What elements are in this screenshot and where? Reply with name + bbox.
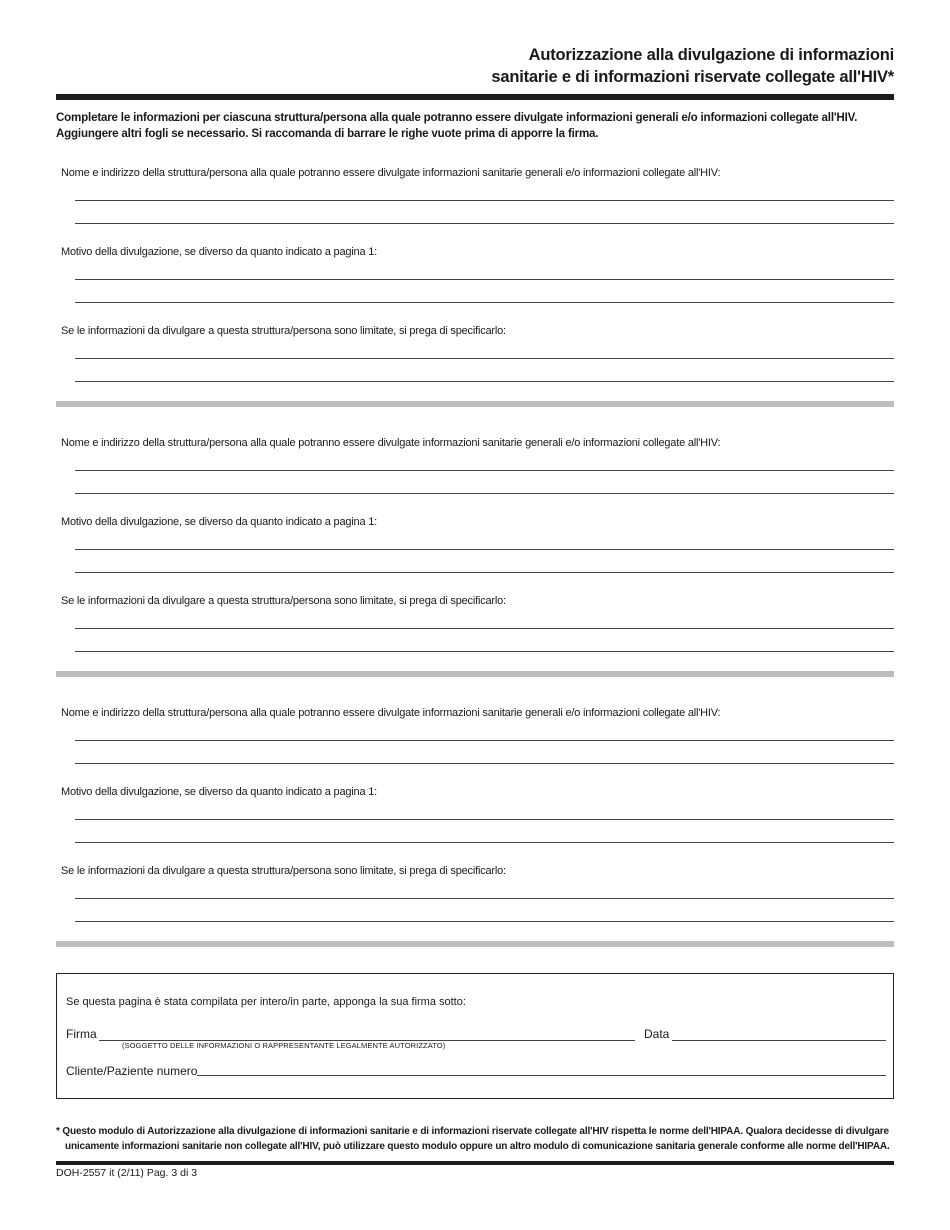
limits-line-1[interactable] xyxy=(75,358,894,359)
signature-box xyxy=(56,973,894,1099)
name-address-line-1[interactable] xyxy=(75,470,894,471)
client-number-label: Cliente/Paziente numero xyxy=(66,1064,198,1078)
reason-line-1[interactable] xyxy=(75,819,894,820)
section-separator xyxy=(56,941,894,947)
recipient-section-3 xyxy=(56,700,894,970)
date-field[interactable] xyxy=(672,1040,886,1041)
instructions-line-2: Aggiungere altri fogli se necessario. Si raccomanda di barrare le righe vuote prima di apporre la firma. xyxy=(56,127,599,140)
form-title xyxy=(294,44,894,88)
reason-line-2[interactable] xyxy=(75,842,894,843)
name-address-label: Nome e indirizzo della struttura/persona alla quale potranno essere divulgate informazioni sanitarie generali e/o informazioni collegate all'HIV: xyxy=(61,437,721,449)
footnote-line-2: unicamente informazioni sanitarie non collegate all'HIV, può utilizzare questo modulo oppure un altro modulo di comunicazione sanitaria generale conforme alle norme dell'HIPAA. xyxy=(65,1141,890,1152)
reason-label: Motivo della divulgazione, se diverso da quanto indicato a pagina 1: xyxy=(61,516,378,528)
limits-label: Se le informazioni da divulgare a questa struttura/persona sono limitate, si prega di specificarlo: xyxy=(61,325,506,337)
form-code: DOH-2557 it (2/11) Pag. 3 di 3 xyxy=(56,1167,198,1179)
recipient-section-1 xyxy=(56,160,894,430)
instructions xyxy=(56,110,894,142)
top-divider xyxy=(56,94,894,100)
section-separator xyxy=(56,401,894,407)
client-number-field[interactable] xyxy=(197,1075,886,1076)
instructions-line-1: Completare le informazioni per ciascuna struttura/persona alla quale potranno essere divulgate informazioni generali e/o informazioni collegate all'HIV. xyxy=(56,111,858,124)
limits-line-2[interactable] xyxy=(75,651,894,652)
form-title-line-1: Autorizzazione alla divulgazione di informazioni xyxy=(528,46,894,64)
recipient-section-2 xyxy=(56,430,894,700)
reason-line-1[interactable] xyxy=(75,549,894,550)
section-separator xyxy=(56,671,894,677)
reason-line-1[interactable] xyxy=(75,279,894,280)
limits-label: Se le informazioni da divulgare a questa struttura/persona sono limitate, si prega di specificarlo: xyxy=(61,595,506,607)
reason-line-2[interactable] xyxy=(75,572,894,573)
limits-line-1[interactable] xyxy=(75,628,894,629)
footnote-line-1: * Questo modulo di Autorizzazione alla divulgazione di informazioni sanitarie e di informazioni riservate collegate all'HIV rispetta le norme dell'HIPAA. Qualora decidesse di divulgare xyxy=(56,1126,889,1137)
name-address-line-1[interactable] xyxy=(75,200,894,201)
signature-label: Firma xyxy=(66,1027,97,1041)
name-address-line-1[interactable] xyxy=(75,740,894,741)
date-label: Data xyxy=(644,1027,670,1041)
reason-label: Motivo della divulgazione, se diverso da quanto indicato a pagina 1: xyxy=(61,246,378,258)
bottom-divider xyxy=(56,1161,894,1165)
name-address-label: Nome e indirizzo della struttura/persona alla quale potranno essere divulgate informazioni sanitarie generali e/o informazioni collegate all'HIV: xyxy=(61,707,721,719)
name-address-line-2[interactable] xyxy=(75,223,894,224)
hipaa-footnote xyxy=(56,1124,894,1154)
name-address-line-2[interactable] xyxy=(75,763,894,764)
signature-prompt: Se questa pagina è stata compilata per intero/in parte, apponga la sua firma sotto: xyxy=(66,996,466,1008)
limits-line-2[interactable] xyxy=(75,381,894,382)
signature-sublabel: (SOGGETTO DELLE INFORMAZIONI O RAPPRESENTANTE LEGALMENTE AUTORIZZATO) xyxy=(122,1041,446,1050)
limits-label: Se le informazioni da divulgare a questa struttura/persona sono limitate, si prega di specificarlo: xyxy=(61,865,506,877)
name-address-line-2[interactable] xyxy=(75,493,894,494)
limits-line-1[interactable] xyxy=(75,898,894,899)
name-address-label: Nome e indirizzo della struttura/persona alla quale potranno essere divulgate informazioni sanitarie generali e/o informazioni collegate all'HIV: xyxy=(61,167,721,179)
reason-label: Motivo della divulgazione, se diverso da quanto indicato a pagina 1: xyxy=(61,786,378,798)
form-title-line-2: sanitarie e di informazioni riservate collegate all'HIV* xyxy=(491,68,894,86)
reason-line-2[interactable] xyxy=(75,302,894,303)
limits-line-2[interactable] xyxy=(75,921,894,922)
